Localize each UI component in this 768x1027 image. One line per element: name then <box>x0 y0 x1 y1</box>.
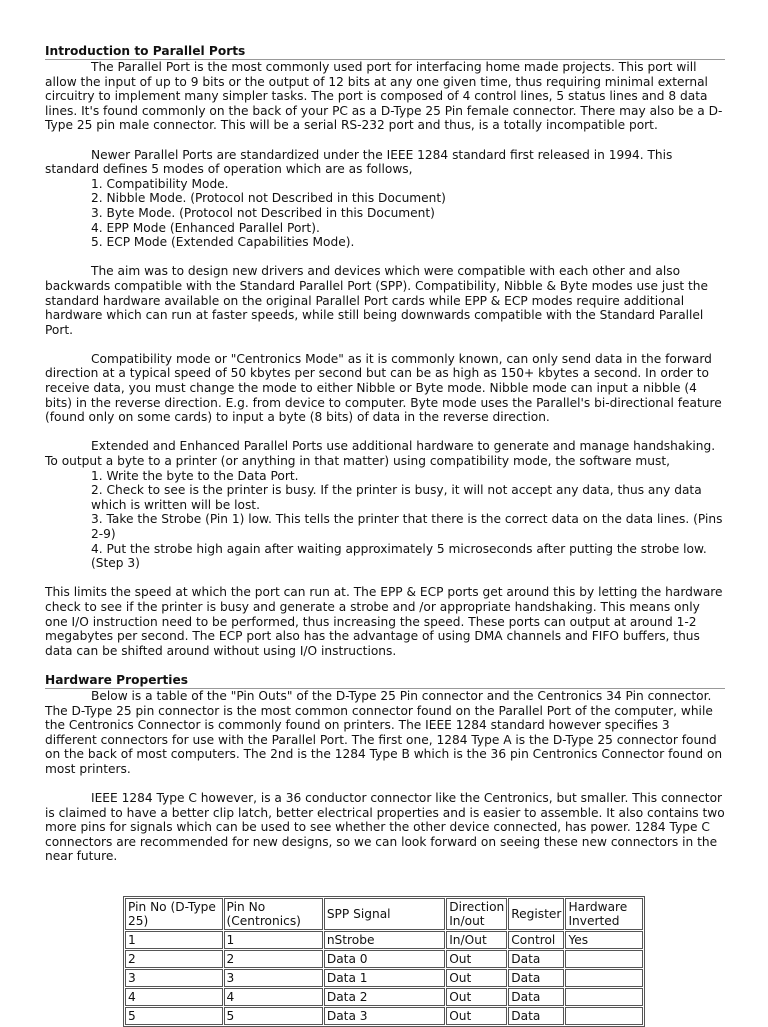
table-cell: 2 <box>224 950 323 968</box>
header-cell: Pin No (Centronics) <box>224 898 323 930</box>
table-cell: 5 <box>125 1007 223 1025</box>
pinout-table <box>123 896 645 1027</box>
intro-paragraph-6: This limits the speed at which the port can run at. The EPP & ECP ports get around this by letting the hardware check to see if the printer is busy and generate a strobe and /or appropriate handshaking. This means only one I/O instruction need to be performed, thus increasing the speed. These ports can output at around 1-2 megabytes per second. The ECP port also has the advantage of using DMA channels and FIFO buffers, thus data can be shifted around without using I/O instructions. <box>45 585 723 658</box>
table-cell: Control <box>508 931 564 949</box>
table-cell <box>565 988 643 1006</box>
table-row <box>125 969 643 987</box>
hardware-paragraph-2: IEEE 1284 Type C however, is a 36 conductor connector like the Centronics, but smaller. This connector is claimed to have a better clip latch, better electrical properties and is easier to assemble. It also contains two more pins for signals which can be used to see whether the other device connected, has power. 1284 Type C connectors are recommended for new designs, so we can look forward on seeing these new connectors in the near future. <box>45 791 725 864</box>
table-cell: 5 <box>224 1007 323 1025</box>
intro-paragraph-5: Extended and Enhanced Parallel Ports use additional hardware to generate and manage handshaking. To output a byte to a printer (or anything in that matter) using compatibility mode, the software must, <box>45 439 716 469</box>
table-cell: Data <box>508 969 564 987</box>
header-cell: Direction In/out <box>446 898 507 930</box>
table-header-row <box>125 898 643 930</box>
table-cell: Data 1 <box>324 969 445 987</box>
list-item: 1. Write the byte to the Data Port. <box>91 468 299 483</box>
header-cell: Pin No (D-Type 25) <box>125 898 223 930</box>
table-cell: Out <box>446 969 507 987</box>
table-cell: In/Out <box>446 931 507 949</box>
table-cell: 3 <box>224 969 323 987</box>
table-cell <box>565 950 643 968</box>
intro-paragraph-1: The Parallel Port is the most commonly used port for interfacing home made projects. This port will allow the input of up to 9 bits or the output of 12 bits at any one given time, thus requiring minimal external circuitry to implement many simpler tasks. The port is composed of 4 control lines, 5 status lines and 8 data lines. It's found commonly on the back of your PC as a D-Type 25 Pin female connector. There may also be a D-Type 25 pin male connector. This will be a serial RS-232 port and thus, is a totally incompatible port. <box>45 60 723 133</box>
header-cell: SPP Signal <box>324 898 445 930</box>
table-cell: 3 <box>125 969 223 987</box>
table-row <box>125 950 643 968</box>
table-cell: Data 3 <box>324 1007 445 1025</box>
modes-list <box>45 177 725 250</box>
section-heading-intro: Introduction to Parallel Ports <box>45 44 725 60</box>
table-row <box>125 988 643 1006</box>
list-item: 2. Nibble Mode. (Protocol not Described in this Document) <box>91 191 446 206</box>
section-heading-hardware: Hardware Properties <box>45 673 725 689</box>
intro-paragraph-2: Newer Parallel Ports are standardized under the IEEE 1284 standard first released in 1994. This standard defines 5 modes of operation which are as follows, <box>45 147 673 177</box>
table-cell: nStrobe <box>324 931 445 949</box>
table-cell: Out <box>446 988 507 1006</box>
document-page <box>45 44 725 864</box>
table-cell: Data 2 <box>324 988 445 1006</box>
table-cell: Out <box>446 1007 507 1025</box>
steps-list <box>45 469 725 571</box>
table-cell: 1 <box>224 931 323 949</box>
table-cell: Out <box>446 950 507 968</box>
table-row <box>125 1007 643 1025</box>
table-cell <box>565 969 643 987</box>
table-cell: 1 <box>125 931 223 949</box>
header-cell: Hardware Inverted <box>565 898 643 930</box>
header-cell: Register <box>508 898 564 930</box>
table-cell <box>565 1007 643 1025</box>
table-cell: 4 <box>224 988 323 1006</box>
table-cell: Data <box>508 950 564 968</box>
table-cell: 2 <box>125 950 223 968</box>
table-cell: Data 0 <box>324 950 445 968</box>
table-cell: Data <box>508 1007 564 1025</box>
list-item: 3. Take the Strobe (Pin 1) low. This tells the printer that there is the correct data on the data lines. (Pins 2-9) <box>91 512 723 541</box>
table-cell: 4 <box>125 988 223 1006</box>
intro-paragraph-4: Compatibility mode or "Centronics Mode" as it is commonly known, can only send data in the forward direction at a typical speed of 50 kbytes per second but can be as high as 150+ kbytes a second. In order to receive data, you must change the mode to either Nibble or Byte mode. Nibble mode can input a nibble (4 bits) in the reverse direction. E.g. from device to computer. Byte mode uses the Parallel's bi-directional feature (found only on some cards) to input a byte (8 bits) of data in the reverse direction. <box>45 351 722 425</box>
table-cell: Yes <box>565 931 643 949</box>
list-item: 1. Compatibility Mode. <box>91 176 229 191</box>
list-item: 4. Put the strobe high again after waiting approximately 5 microseconds after putting the strobe low. (Step 3) <box>91 541 707 571</box>
list-item: 2. Check to see is the printer is busy. If the printer is busy, it will not accept any data, thus any data which is written will be lost. <box>91 483 702 512</box>
list-item: 4. EPP Mode (Enhanced Parallel Port). <box>91 220 320 235</box>
hardware-paragraph-1: Below is a table of the "Pin Outs" of the D-Type 25 Pin connector and the Centronics 34 Pin connector. The D-Type 25 pin connector is the most common connector found on the Parallel Port of the computer, while the Centronics Connector is commonly found on printers. The IEEE 1284 standard however specifies 3 different connectors for use with the Parallel Port. The first one, 1284 Type A is the D-Type 25 connector found on the back of most computers. The 2nd is the 1284 Type B which is the 36 pin Centronics Connector found on most printers. <box>45 688 723 776</box>
list-item: 3. Byte Mode. (Protocol not Described in this Document) <box>91 205 435 220</box>
list-item: 5. ECP Mode (Extended Capabilities Mode). <box>91 235 355 250</box>
intro-paragraph-3: The aim was to design new drivers and devices which were compatible with each other and also backwards compatible with the Standard Parallel Port (SPP). Compatibility, Nibble & Byte modes use just the standard hardware available on the original Parallel Port cards while EPP & ECP modes require additional hardware which can run at faster speeds, while still being downwards compatible with the Standard Parallel Port. <box>45 264 709 337</box>
table-cell: Data <box>508 988 564 1006</box>
table-row <box>125 931 643 949</box>
